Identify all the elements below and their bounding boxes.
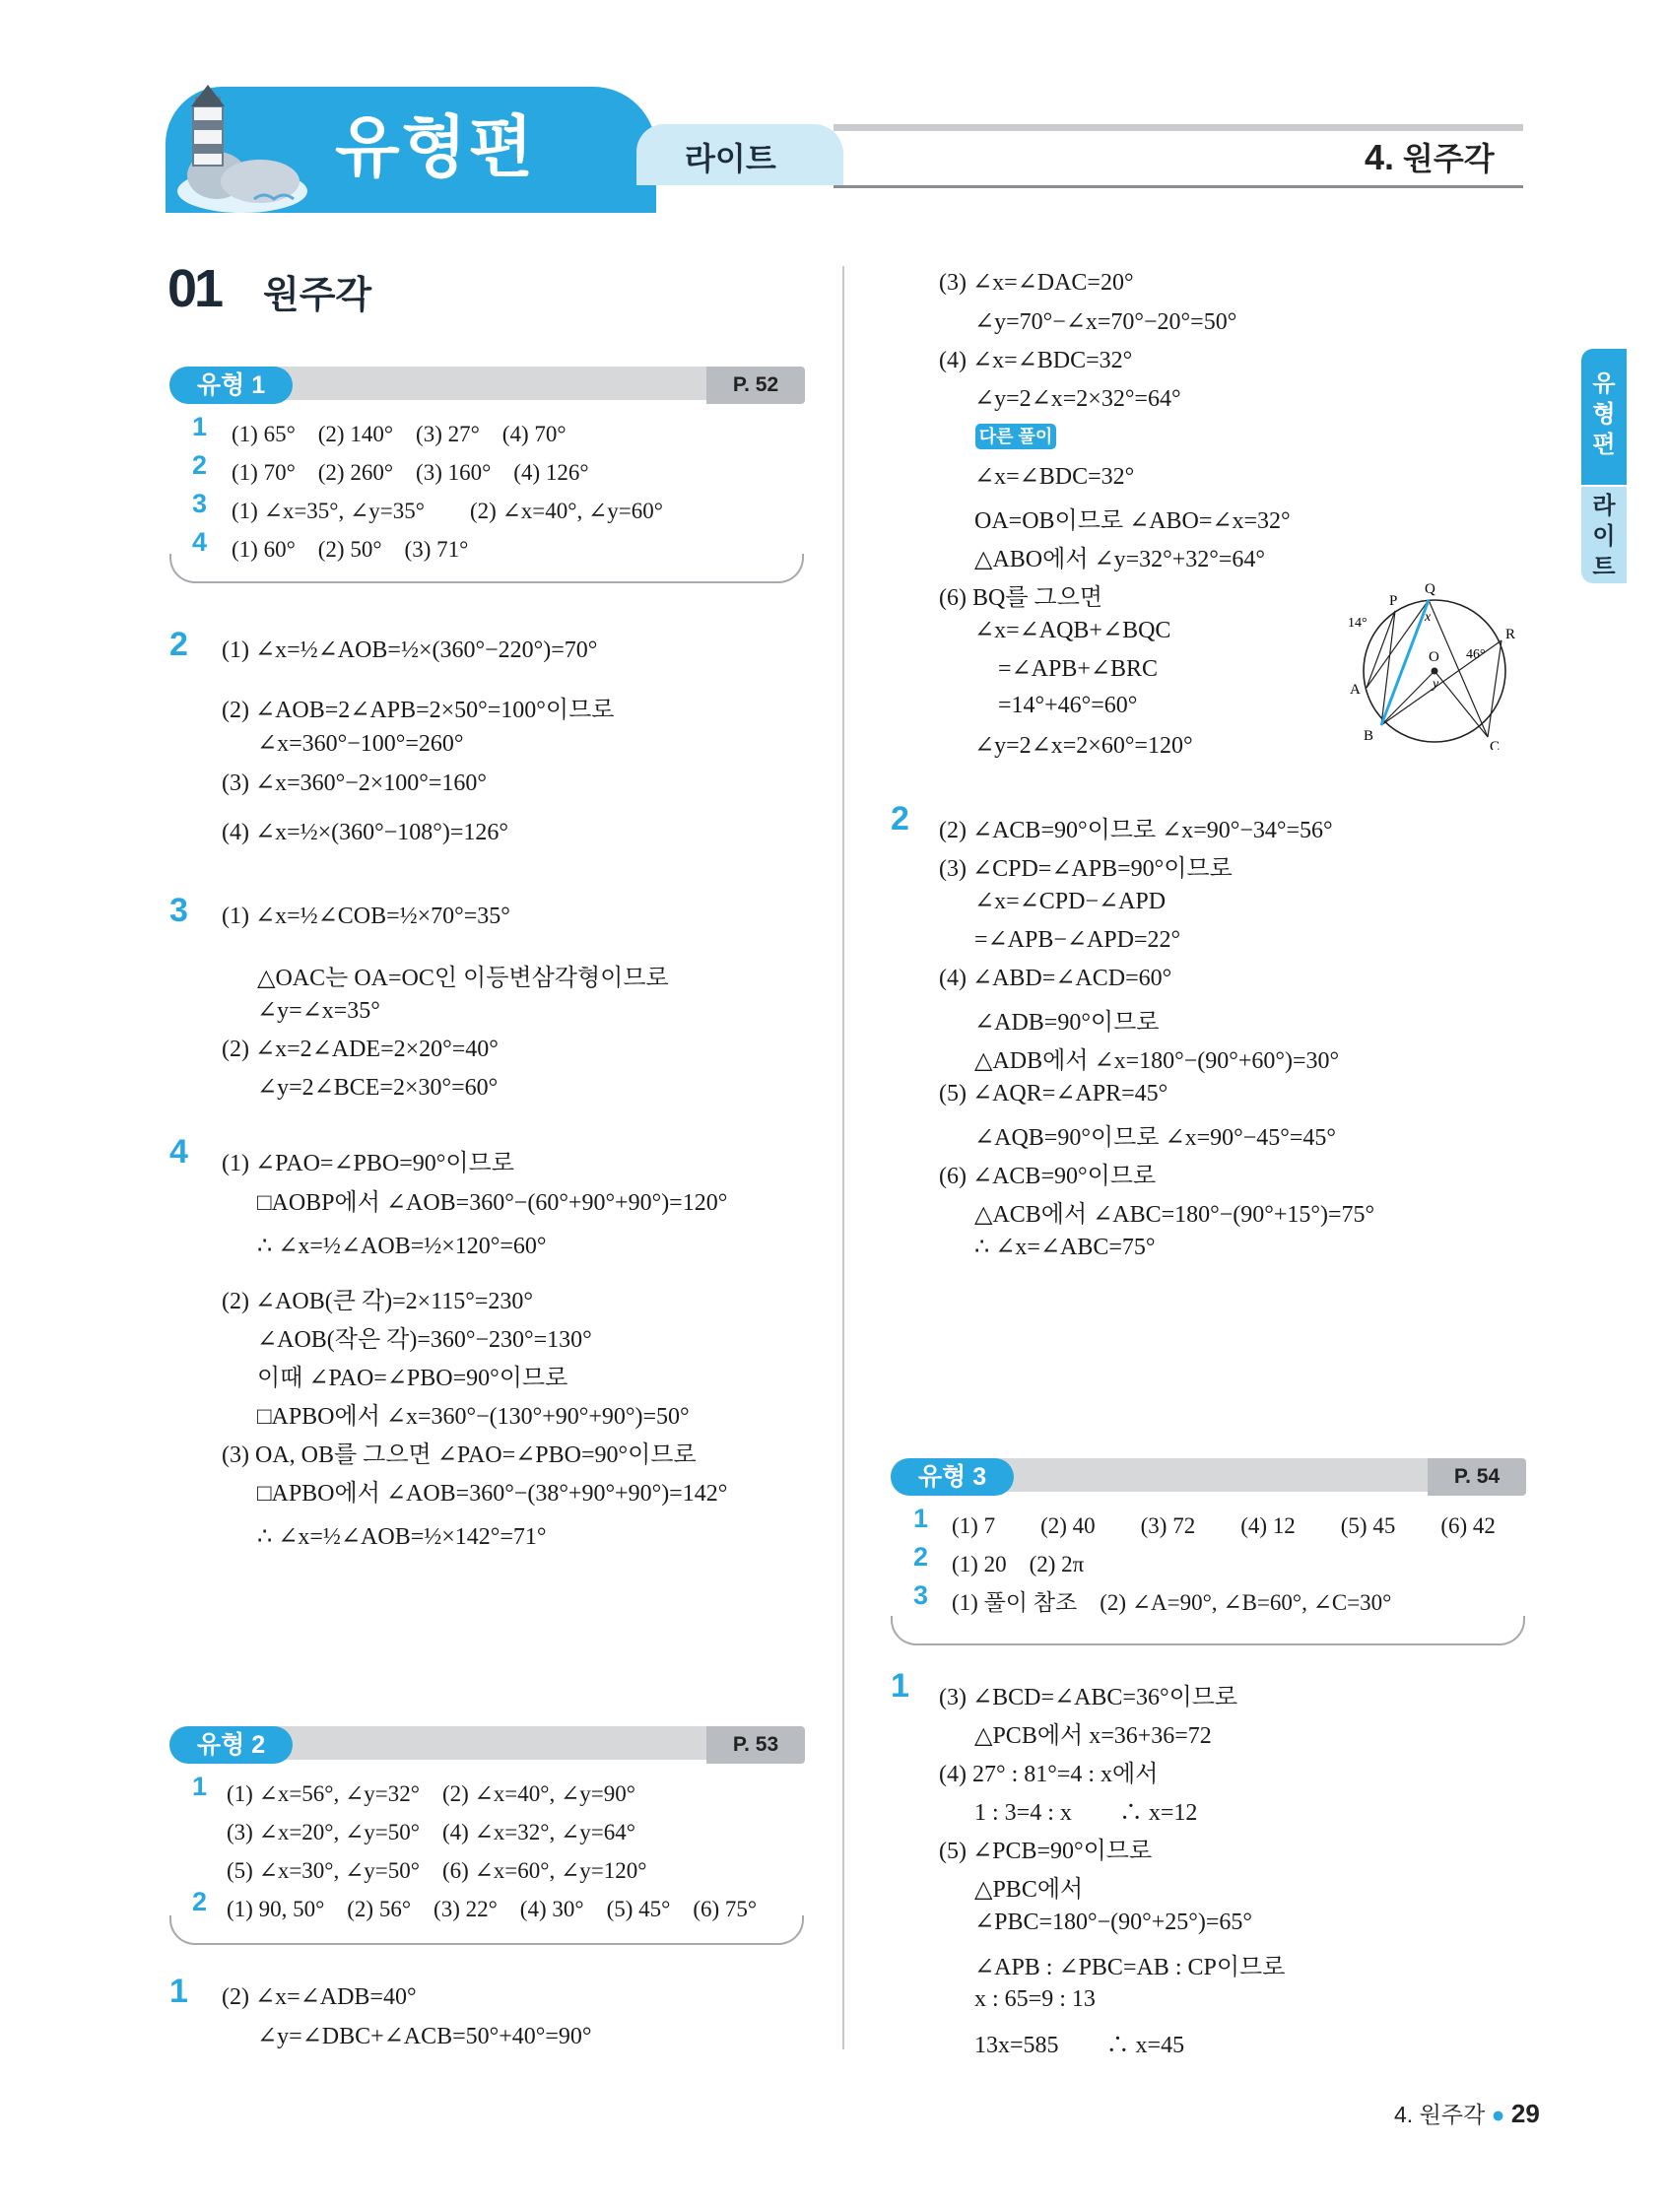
type1-answer-number: 2: [192, 450, 208, 480]
type3-page: P. 54: [1428, 1458, 1526, 1496]
footer-chapter: 4. 원주각: [1394, 2102, 1486, 2127]
solution-line: (1) ∠PAO=∠PBO=90°이므로: [222, 1151, 514, 1176]
solution-line: △ABO에서 ∠y=32°+32°=64°: [974, 547, 1266, 572]
solution-line: =∠APB+∠BRC: [998, 656, 1158, 682]
type2-answer-text: (5) ∠x=30°, ∠y=50° (6) ∠x=60°, ∠y=120°: [227, 1858, 647, 1883]
lighthouse-icon: [166, 75, 323, 223]
type1-answer-number: 4: [192, 527, 208, 557]
solution-number: 1: [891, 1667, 909, 1705]
section-title: 원주각: [263, 275, 372, 316]
inscribed-angle-figure: [1320, 577, 1517, 750]
solution-line: (6) BQ를 그으면: [939, 585, 1103, 611]
type2-page: P. 53: [706, 1726, 805, 1764]
type2-answer-text: (1) ∠x=56°, ∠y=32° (2) ∠x=40°, ∠y=90°: [227, 1781, 635, 1806]
solution-line: (1) ∠x=½∠COB=½×70°=35°: [222, 904, 510, 929]
page-footer: [1394, 2097, 1540, 2129]
solution-line: 1 : 3=4 : x ∴ x=12: [974, 1800, 1198, 1826]
solution-line: ∠y=2∠x=2×60°=120°: [974, 733, 1193, 759]
solution-line: (2) ∠ACB=90°이므로 ∠x=90°−34°=56°: [939, 818, 1333, 843]
solution-line: ∠x=360°−100°=260°: [257, 731, 464, 757]
type3-answer-text: (1) 7 (2) 40 (3) 72 (4) 12 (5) 45 (6) 42: [952, 1513, 1496, 1538]
fig-label-a: A: [1350, 682, 1361, 698]
alternate-solution-badge: 다른 풀이: [975, 424, 1056, 449]
solution-line: (2) ∠x=2∠ADE=2×20°=40°: [222, 1037, 499, 1062]
solution-line: (3) ∠x=∠DAC=20°: [939, 270, 1134, 296]
section-number: 01: [167, 259, 222, 318]
header-title: 유형편: [335, 110, 536, 185]
type1-tag: 유형 1: [169, 367, 293, 404]
solution-number: 1: [169, 1973, 188, 2010]
type1-answer-text: (1) 65° (2) 140° (3) 27° (4) 70°: [232, 422, 567, 446]
solution-line: (4) ∠x=∠BDC=32°: [939, 348, 1133, 373]
fig-label-o: O: [1429, 649, 1439, 665]
fig-label-14deg: 14°: [1348, 616, 1368, 631]
solution-line: ∠AOB(작은 각)=360°−230°=130°: [257, 1327, 592, 1353]
solution-line: (3) ∠BCD=∠ABC=36°이므로: [939, 1685, 1238, 1710]
type2-answer-number: 1: [192, 1772, 208, 1801]
solution-line: (4) 27° : 81°=4 : x에서: [939, 1762, 1159, 1787]
solution-line: ∴ ∠x=½∠AOB=½×142°=71°: [257, 1524, 547, 1550]
type1-answer-number: 3: [192, 489, 208, 518]
column-divider: [842, 266, 844, 2049]
fig-label-y: y: [1433, 677, 1439, 692]
solution-line: □APBO에서 ∠AOB=360°−(38°+90°+90°)=142°: [257, 1481, 728, 1507]
solution-line: ∠y=2∠BCE=2×30°=60°: [257, 1075, 499, 1101]
solution-number: 2: [169, 626, 188, 663]
solution-line: ∠x=∠AQB+∠BQC: [974, 618, 1171, 643]
solution-line: ∠APB : ∠PBC=AB : CP이므로: [974, 1955, 1286, 1980]
solution-line: (3) OA, OB를 그으면 ∠PAO=∠PBO=90°이므로: [222, 1442, 697, 1468]
solution-line: (4) ∠ABD=∠ACD=60°: [939, 966, 1172, 991]
solution-line: ∴ ∠x=∠ABC=75°: [974, 1235, 1156, 1260]
fig-label-b: B: [1364, 728, 1374, 744]
type3-answer-number: 2: [913, 1542, 929, 1572]
solution-line: (4) ∠x=½×(360°−108°)=126°: [222, 820, 509, 845]
chapter-number: 4.: [1365, 137, 1395, 177]
solution-line: ∠y=∠DBC+∠ACB=50°+40°=90°: [257, 2024, 592, 2049]
level-label: 라이트: [685, 141, 776, 176]
fig-label-r: R: [1505, 627, 1516, 642]
fig-label-46deg: 46°: [1466, 647, 1486, 662]
type2-answer-text: (3) ∠x=20°, ∠y=50° (4) ∠x=32°, ∠y=64°: [227, 1820, 635, 1844]
solution-line: □APBO에서 ∠x=360°−(130°+90°+90°)=50°: [257, 1404, 690, 1430]
type3-answer-text: (1) 20 (2) 2π: [952, 1552, 1085, 1576]
footer-dot-icon: ●: [1491, 2102, 1505, 2127]
type3-tag: 유형 3: [891, 1458, 1014, 1496]
solution-line: △PBC에서: [974, 1877, 1084, 1903]
solution-number: 2: [891, 800, 909, 838]
side-tab-level-label: 라 이 트: [1592, 493, 1616, 580]
solution-line: 이때 ∠PAO=∠PBO=90°이므로: [257, 1366, 568, 1391]
solution-line: △OAC는 OA=OC인 이등변삼각형이므로: [257, 966, 669, 991]
solution-line: △PCB에서 x=36+36=72: [974, 1723, 1212, 1749]
header-rule-bottom: [834, 185, 1523, 188]
fig-label-p: P: [1389, 593, 1398, 609]
solution-line: ∴ ∠x=½∠AOB=½×120°=60°: [257, 1234, 547, 1259]
header-rule-top: [834, 124, 1523, 131]
page-number: 29: [1510, 2099, 1540, 2128]
solution-line: =∠APB−∠APD=22°: [974, 927, 1181, 953]
type2-tag: 유형 2: [169, 1726, 293, 1764]
type3-answer-number: 3: [913, 1580, 929, 1610]
solution-line: ∠x=∠BDC=32°: [974, 464, 1135, 490]
type1-answer-number: 1: [192, 412, 208, 441]
solution-line: ∠y=70°−∠x=70°−20°=50°: [974, 309, 1237, 335]
solution-line: ∠y=∠x=35°: [257, 998, 380, 1024]
fig-label-c: C: [1490, 739, 1501, 750]
solution-line: (6) ∠ACB=90°이므로: [939, 1164, 1157, 1189]
type3-answer-number: 1: [913, 1504, 929, 1533]
side-tab-type-label: 유 형 편: [1592, 370, 1616, 458]
fig-label-x: x: [1425, 610, 1432, 625]
solution-number: 4: [169, 1133, 188, 1171]
solution-line: □AOBP에서 ∠AOB=360°−(60°+90°+90°)=120°: [257, 1190, 728, 1216]
solution-line: (2) ∠x=∠ADB=40°: [222, 1984, 417, 2010]
solution-line: (2) ∠AOB(큰 각)=2×115°=230°: [222, 1289, 534, 1314]
fig-label-q: Q: [1425, 581, 1435, 597]
type1-page: P. 52: [706, 367, 805, 404]
solution-line: △ACB에서 ∠ABC=180°−(90°+15°)=75°: [974, 1202, 1375, 1228]
solution-line: ∠AQB=90°이므로 ∠x=90°−45°=45°: [974, 1125, 1336, 1151]
solution-line: (5) ∠AQR=∠APR=45°: [939, 1081, 1168, 1106]
solution-line: (3) ∠x=360°−2×100°=160°: [222, 771, 488, 796]
chapter-name: 원주각: [1402, 141, 1495, 176]
solution-line: OA=OB이므로 ∠ABO=∠x=32°: [974, 508, 1291, 534]
type2-answer-number: 2: [192, 1887, 208, 1916]
type2-answer-text: (1) 90, 50° (2) 56° (3) 22° (4) 30° (5) 45° (6) 75°: [227, 1897, 758, 1921]
solution-line: (2) ∠AOB=2∠APB=2×50°=100°이므로: [222, 698, 615, 723]
solution-line: ∠PBC=180°−(90°+25°)=65°: [974, 1910, 1252, 1935]
chapter-heading: [1365, 134, 1495, 179]
type1-answer-text: (1) 60° (2) 50° (3) 71°: [232, 537, 469, 562]
solution-line: 13x=585 ∴ x=45: [974, 2033, 1185, 2058]
type1-answer-text: (1) ∠x=35°, ∠y=35° (2) ∠x=40°, ∠y=60°: [232, 499, 663, 523]
solution-line: ∠ADB=90°이므로: [974, 1010, 1160, 1036]
solution-line: (1) ∠x=½∠AOB=½×(360°−220°)=70°: [222, 637, 598, 663]
solution-number: 3: [169, 892, 188, 929]
type3-answer-text: (1) 풀이 참조 (2) ∠A=90°, ∠B=60°, ∠C=30°: [952, 1590, 1392, 1615]
solution-line: x : 65=9 : 13: [974, 1986, 1096, 2012]
solution-line: (5) ∠PCB=90°이므로: [939, 1839, 1153, 1864]
solution-line: △ADB에서 ∠x=180°−(90°+60°)=30°: [974, 1048, 1340, 1074]
solution-line: (3) ∠CPD=∠APB=90°이므로: [939, 856, 1233, 882]
type1-answer-text: (1) 70° (2) 260° (3) 160° (4) 126°: [232, 460, 589, 485]
solution-line: ∠x=∠CPD−∠APD: [974, 889, 1167, 914]
solution-line: ∠y=2∠x=2×32°=64°: [974, 386, 1181, 412]
solution-line: =14°+46°=60°: [998, 693, 1138, 718]
